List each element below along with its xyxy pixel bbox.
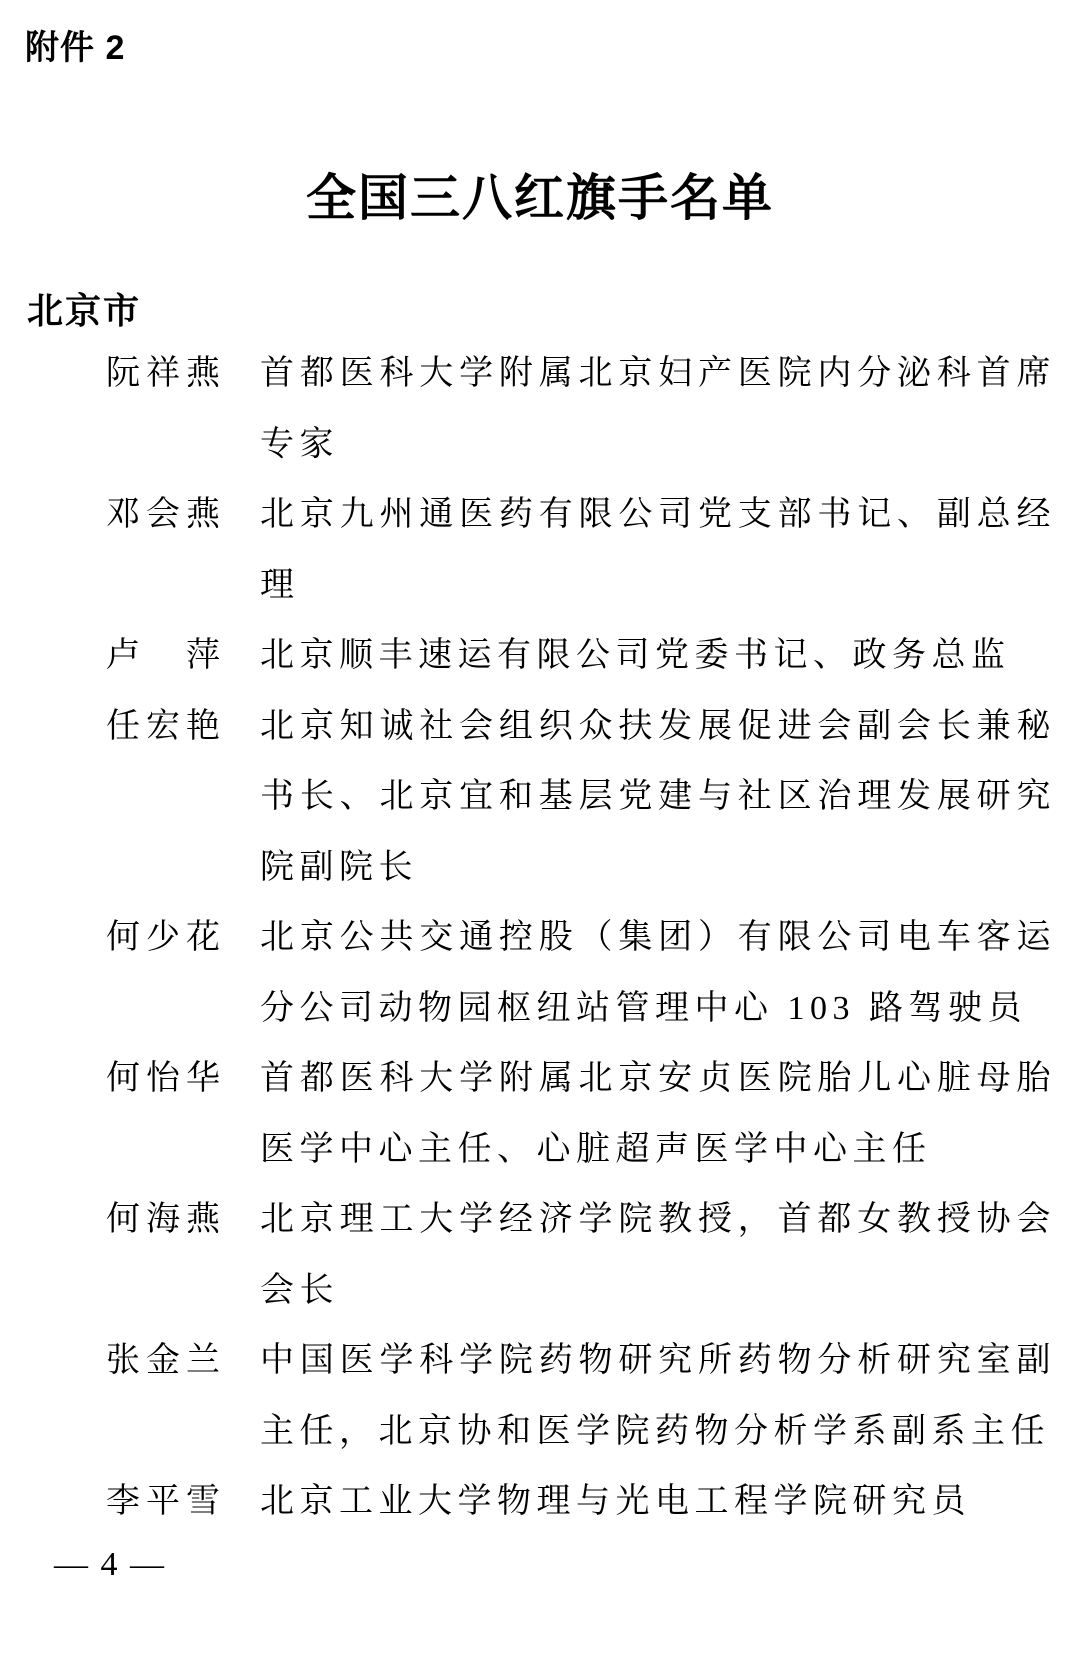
page-title: 全国三八红旗手名单 [306, 170, 774, 226]
page-number: — 4 — [54, 1546, 166, 1583]
list-item [106, 1467, 1056, 1538]
awardee-name: 李平雪 [106, 1483, 220, 1520]
awardee-description: 北京知诚社会组织众扶发展促进会副会长兼秘书长、北京宜和基层党建与社区治理发展研究院副院长 [260, 707, 1056, 886]
awardee-name: 张金兰 [106, 1342, 220, 1379]
awardee-description: 北京九州通医药有限公司党支部书记、副总经理 [260, 496, 1056, 604]
region-header-beijing: 北京市 [27, 290, 142, 331]
awardee-description: 北京工业大学物理与光电工程学院研究员 [260, 1483, 971, 1520]
awardee-description: 中国医学科学院药物研究所药物分析研究室副主任，北京协和医学院药物分析学系副系主任 [260, 1342, 1056, 1450]
awardee-description: 首都医科大学附属北京妇产医院内分泌科首席专家 [260, 355, 1056, 463]
list-item [106, 339, 1056, 480]
awardee-list [106, 339, 1056, 1538]
list-item [106, 903, 1056, 1044]
awardee-description: 北京公共交通控股（集团）有限公司电车客运分公司动物园枢纽站管理中心 103 路驾驶员 [260, 919, 1056, 1027]
awardee-name: 阮祥燕 [106, 355, 220, 392]
list-item [106, 1326, 1056, 1467]
list-item [106, 621, 1056, 692]
list-item [106, 480, 1056, 621]
list-item [106, 1185, 1056, 1326]
list-item [106, 692, 1056, 904]
awardee-description: 北京顺丰速运有限公司党委书记、政务总监 [260, 637, 1011, 674]
awardee-description: 北京理工大学经济学院教授，首都女教授协会会长 [260, 1201, 1056, 1309]
awardee-name: 何怡华 [106, 1060, 220, 1097]
awardee-name: 何少花 [106, 919, 220, 956]
awardee-description: 首都医科大学附属北京安贞医院胎儿心脏母胎医学中心主任、心脏超声医学中心主任 [260, 1060, 1056, 1168]
attachment-label: 附件 2 [25, 29, 126, 67]
awardee-name: 邓会燕 [106, 496, 220, 533]
awardee-name: 任宏艳 [106, 707, 220, 745]
awardee-name: 卢萍 [106, 637, 220, 674]
awardee-name: 何海燕 [106, 1201, 220, 1238]
list-item [106, 1044, 1056, 1185]
